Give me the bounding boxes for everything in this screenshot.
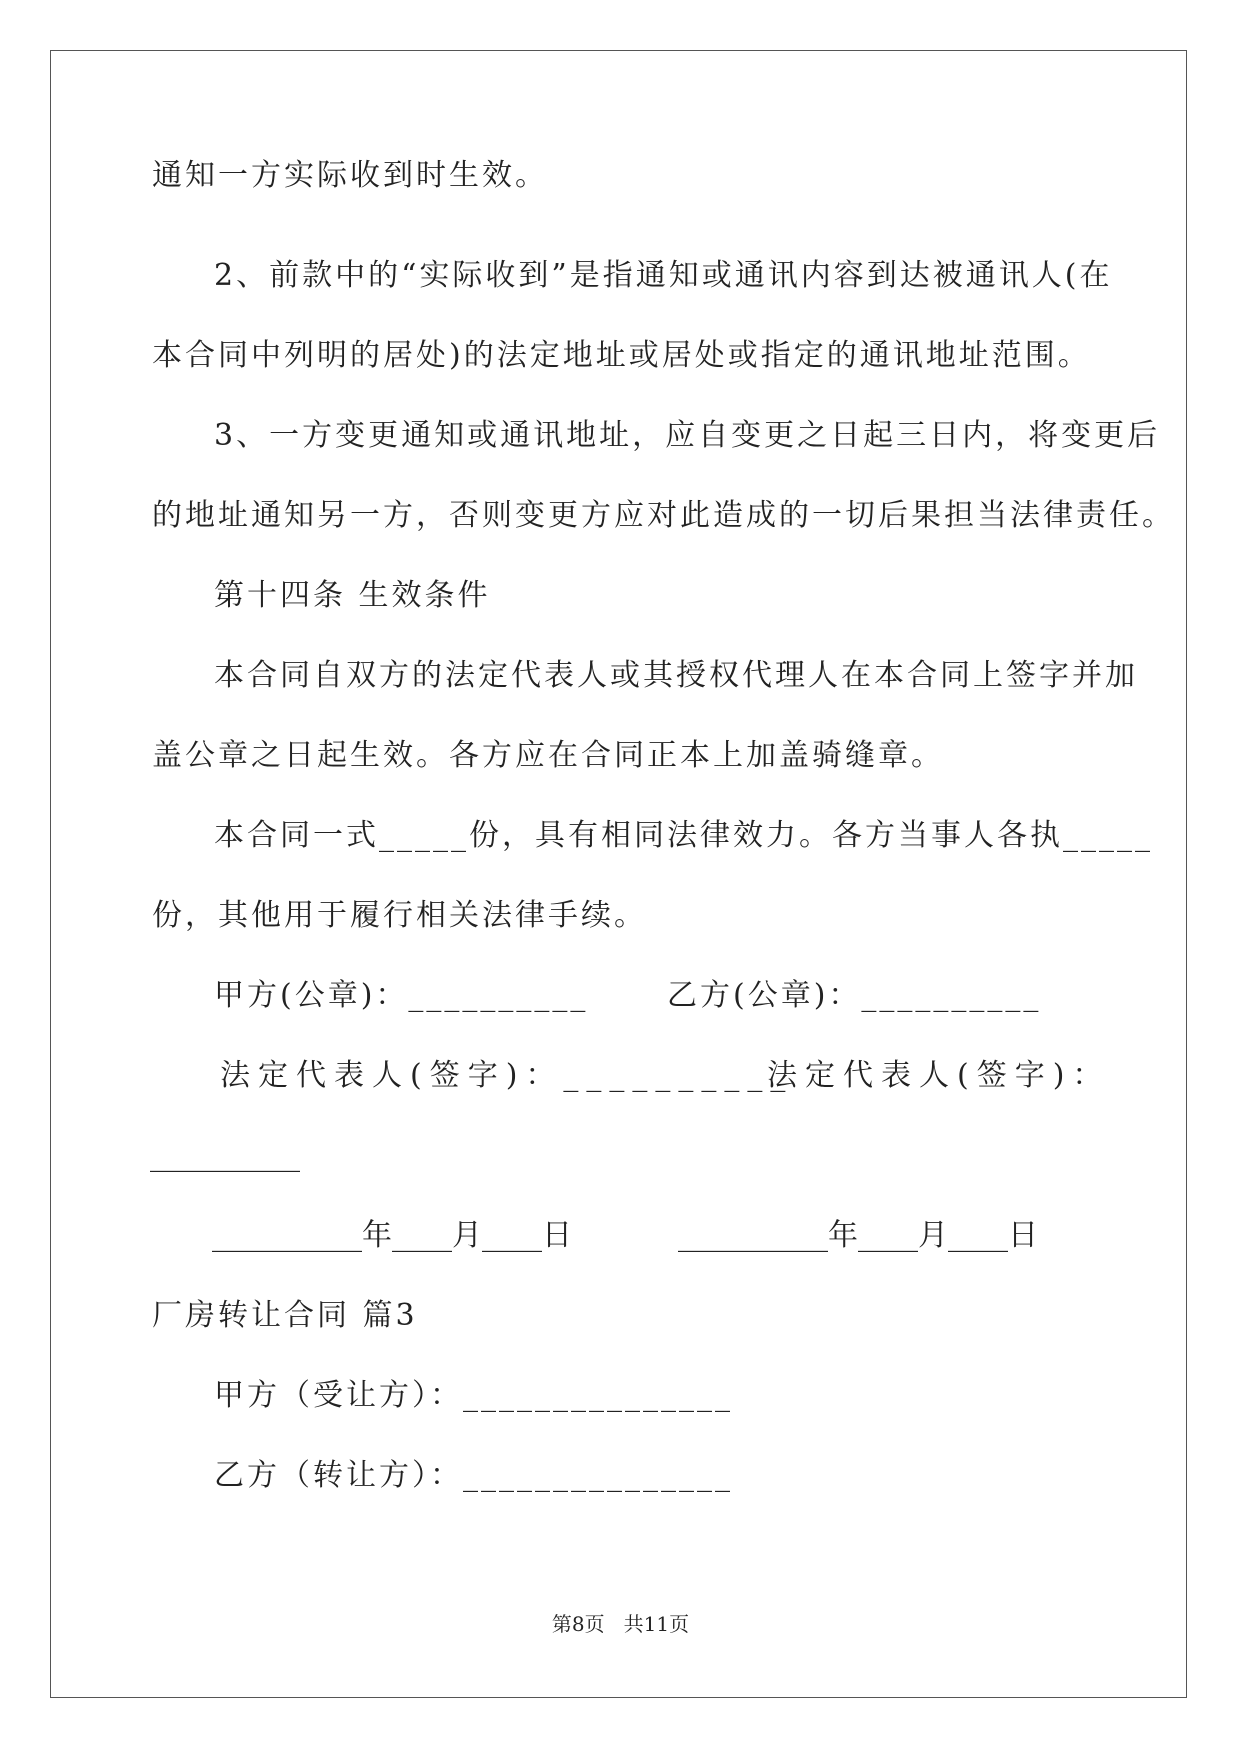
page-footer	[0, 1612, 1241, 1636]
party-a-seal-field: 甲方(公章)：__________	[214, 978, 589, 1013]
party-b-representative-blank: __________	[150, 1138, 300, 1173]
text-line-4: 3、一方变更通知或通讯地址，应自变更之日起三日内，将变更后	[214, 418, 1161, 453]
text-line-2: 2、前款中的“实际收到”是指通知或通讯内容到达被通讯人(在	[214, 258, 1113, 293]
page-border	[50, 50, 1187, 1698]
section-title: 厂房转让合同 篇3	[152, 1298, 418, 1333]
party-b-seal-field: 乙方(公章)：__________	[667, 978, 1042, 1013]
date-field-a: __________年____月____日	[212, 1218, 572, 1253]
text-line-1: 通知一方实际收到时生效。	[152, 158, 548, 193]
party-b-representative-field: 法定代表人(签字)：	[767, 1058, 1111, 1093]
text-line-7: 本合同自双方的法定代表人或其授权代理人在本合同上签字并加	[214, 658, 1138, 693]
text-line-10: 份，其他用于履行相关法律手续。	[152, 898, 647, 933]
transferee-field: 甲方（受让方）：_______________	[214, 1378, 733, 1413]
text-line-5: 的地址通知另一方，否则变更方应对此造成的一切后果担当法律责任。	[152, 498, 1175, 533]
page-number: 第8页	[551, 1612, 605, 1636]
party-a-representative-field: 法定代表人(签字)：__________	[220, 1058, 794, 1093]
transferor-field: 乙方（转让方）：_______________	[214, 1458, 733, 1493]
date-field-b: __________年____月____日	[678, 1218, 1038, 1253]
article-heading: 第十四条 生效条件	[214, 578, 491, 613]
text-line-9: 本合同一式_____份，具有相同法律效力。各方当事人各执_____	[214, 818, 1153, 853]
page-total: 共11页	[623, 1612, 690, 1636]
text-line-3: 本合同中列明的居处)的法定地址或居处或指定的通讯地址范围。	[152, 338, 1091, 373]
text-line-8: 盖公章之日起生效。各方应在合同正本上加盖骑缝章。	[152, 738, 944, 773]
